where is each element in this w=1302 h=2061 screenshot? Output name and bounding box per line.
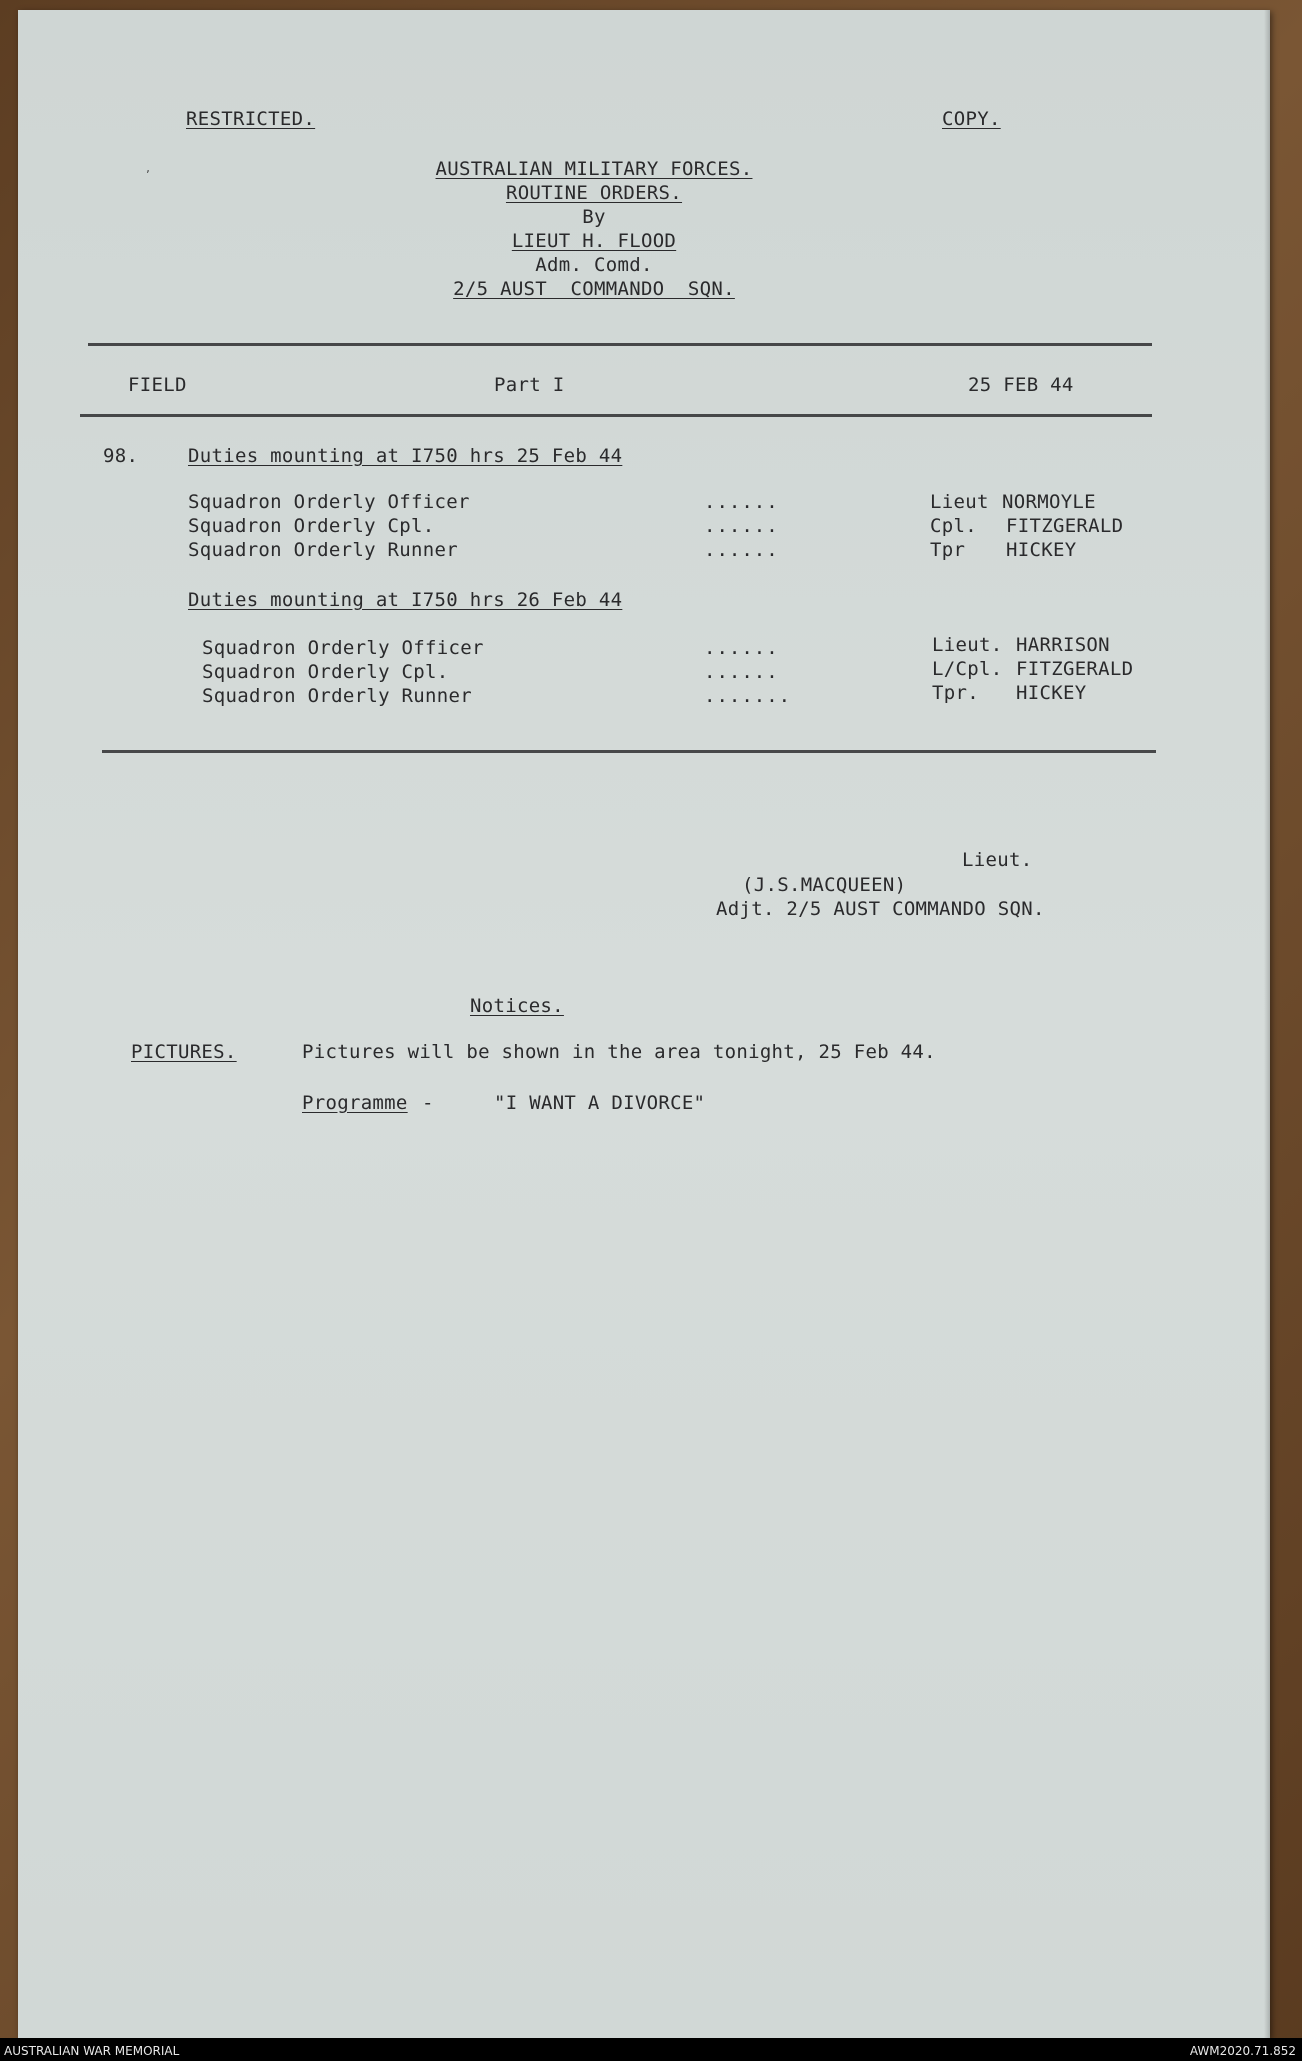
rank-label: Tpr xyxy=(930,539,966,561)
rank-label: Tpr. xyxy=(932,682,979,704)
programme-title: "I WANT A DIVORCE" xyxy=(494,1092,706,1114)
duty-label: Squadron Orderly Cpl. xyxy=(188,515,435,537)
archive-reference: AWM2020.71.852 xyxy=(1189,2044,1296,2058)
leader-dots: ...... xyxy=(704,661,779,683)
personnel-name: FITZGERALD xyxy=(1016,658,1134,680)
document-page xyxy=(18,10,1270,2038)
notice-text: Pictures will be shown in the area tonight, 25 Feb 44. xyxy=(302,1041,936,1063)
issuer-name: LIEUT H. FLOOD xyxy=(511,230,677,252)
orders-end-divider xyxy=(102,750,1156,753)
leader-dots: ....... xyxy=(704,685,792,707)
paper-edge-shadow xyxy=(1264,10,1270,2038)
copy-marking: COPY. xyxy=(942,108,1001,130)
duty-label: Squadron Orderly Runner xyxy=(202,685,472,707)
personnel-name: HICKEY xyxy=(1016,682,1087,704)
leader-dots: ...... xyxy=(704,491,779,513)
signatory-name: (J.S.MACQUEEN) xyxy=(742,874,907,896)
order-number: 98. xyxy=(103,445,139,467)
unit-name: 2/5 AUST COMMANDO SQN. xyxy=(453,278,735,300)
notice-label: PICTURES. xyxy=(131,1041,237,1063)
section-heading-2: Duties mounting at I750 hrs 26 Feb 44 xyxy=(188,589,623,611)
signatory-title: Adjt. 2/5 AUST COMMANDO SQN. xyxy=(716,898,1045,920)
personnel-name: HARRISON xyxy=(1016,634,1110,656)
rank-label: Lieut. xyxy=(932,634,1003,656)
document-subtitle: ROUTINE ORDERS. xyxy=(505,182,683,204)
leader-dots: ...... xyxy=(704,637,779,659)
duty-label: Squadron Orderly Officer xyxy=(188,491,470,513)
leader-dots: ...... xyxy=(704,515,779,537)
document-title: AUSTRALIAN MILITARY FORCES. xyxy=(435,158,753,180)
section-heading-1: Duties mounting at I750 hrs 25 Feb 44 xyxy=(188,445,623,467)
duty-label: Squadron Orderly Officer xyxy=(202,637,484,659)
programme-label: Programme xyxy=(302,1092,408,1114)
rank-label: L/Cpl. xyxy=(932,658,1003,680)
rank-label: Cpl. xyxy=(930,515,977,537)
personnel-name: HICKEY xyxy=(1006,539,1077,561)
issue-date: 25 FEB 44 xyxy=(968,374,1074,396)
info-divider xyxy=(80,414,1152,417)
by-line: By xyxy=(582,206,606,228)
archive-credit: AUSTRALIAN WAR MEMORIAL xyxy=(4,2044,180,2058)
notices-heading: Notices. xyxy=(470,995,564,1017)
signatory-rank: Lieut. xyxy=(962,849,1033,871)
programme-dash: - xyxy=(422,1092,434,1114)
pencil-tick-icon: ʼ xyxy=(146,168,150,182)
leader-dots: ...... xyxy=(704,539,779,561)
rank-label: Lieut xyxy=(930,491,989,513)
personnel-name: FITZGERALD xyxy=(1006,515,1124,537)
archive-footer xyxy=(0,2038,1302,2061)
restricted-marking: RESTRICTED. xyxy=(186,108,316,130)
duty-label: Squadron Orderly Cpl. xyxy=(202,661,449,683)
location-label: FIELD xyxy=(128,374,187,396)
duty-label: Squadron Orderly Runner xyxy=(188,539,458,561)
top-divider xyxy=(88,343,1152,346)
personnel-name: NORMOYLE xyxy=(1002,491,1096,513)
part-label: Part I xyxy=(494,374,565,396)
issuer-role: Adm. Comd. xyxy=(535,254,653,276)
